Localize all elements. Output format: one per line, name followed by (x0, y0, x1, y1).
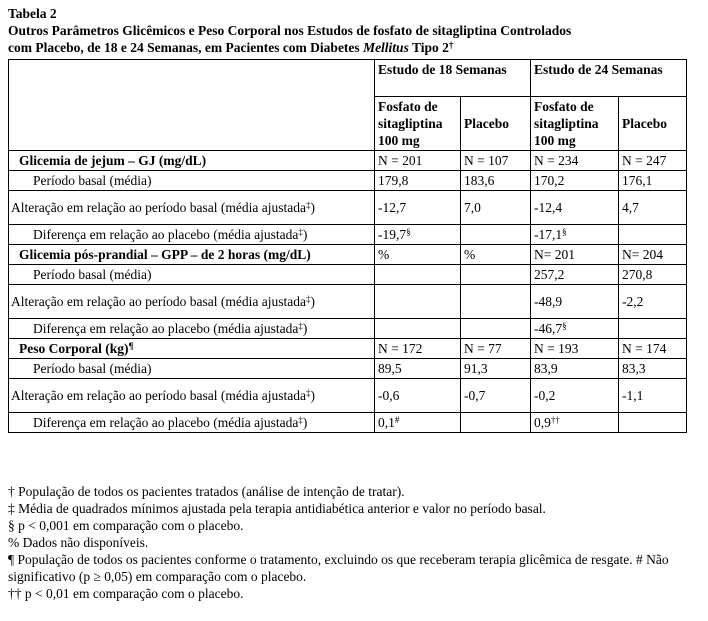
value-cell-c3 (531, 379, 619, 413)
value-cell-c2 (461, 339, 531, 359)
row-label (9, 285, 375, 319)
row-label-text: Diferença em relação ao placebo (média ajustada (33, 321, 299, 336)
value-text: -48,9 (534, 294, 563, 309)
value-cell-c2 (461, 359, 531, 379)
row-label-text: Período basal (média) (33, 267, 152, 282)
value-cell-c3 (531, 245, 619, 265)
value-cell-c4 (619, 191, 687, 225)
row-label-close: ) (310, 200, 315, 215)
row-label (9, 151, 375, 171)
value-cell-c3 (531, 319, 619, 339)
value-cell-c4 (619, 225, 687, 245)
value-cell-c2 (461, 413, 531, 433)
footnotes (8, 483, 698, 602)
value-cell-c1 (375, 225, 461, 245)
value-footnote-mark: § (562, 321, 567, 331)
value-cell-c4 (619, 151, 687, 171)
row-label-close: ) (310, 294, 315, 309)
value-cell-c2 (461, 151, 531, 171)
value-cell-c4 (619, 379, 687, 413)
table-row (9, 319, 687, 339)
row-label-text: Alteração em relação ao período basal (média ajustada (11, 294, 306, 309)
value-text: 89,5 (378, 361, 402, 376)
value-text: N = 107 (464, 153, 509, 168)
row-label-text: Glicemia de jejum – GJ (mg/dL) (19, 153, 207, 168)
value-text: N = 172 (378, 341, 423, 356)
footnote: ‡ Média de quadrados mínimos ajustada pela terapia antidiabética anterior e valor no período basal. (8, 501, 546, 516)
value-cell-c4 (619, 285, 687, 319)
value-cell-c2 (461, 191, 531, 225)
value-text: 257,2 (534, 267, 565, 282)
value-footnote-mark: †† (550, 415, 560, 425)
value-text: -0,6 (378, 388, 400, 403)
value-cell-c1 (375, 285, 461, 319)
value-text: 176,1 (622, 173, 653, 188)
table-row (9, 191, 687, 225)
table-row (9, 225, 687, 245)
row-label-close: ) (302, 321, 308, 336)
value-text: N= 201 (534, 247, 575, 262)
row-label (9, 413, 375, 433)
row-label (9, 265, 375, 285)
value-text: -12,7 (378, 200, 407, 215)
row-label-footnote-mark: ‡ (298, 227, 303, 237)
table-row (9, 379, 687, 413)
value-text: 4,7 (622, 200, 639, 215)
value-text: -2,2 (622, 294, 644, 309)
value-text: -46,7 (534, 321, 563, 336)
value-cell-c2 (461, 379, 531, 413)
row-label-close: ) (302, 415, 308, 430)
row-label (9, 339, 375, 359)
value-cell-c3 (531, 265, 619, 285)
row-label-footnote-mark: ‡ (305, 388, 311, 398)
value-cell-c4 (619, 339, 687, 359)
footnote: ¶ População de todos os pacientes conforme o tratamento, excluindo os que receberam terapia glicêmica de resgate. # Não significativo (p ≥ 0,05) em comparação com o placebo. (8, 552, 669, 584)
table-row (9, 413, 687, 433)
value-cell-c3 (531, 339, 619, 359)
row-label-text: Alteração em relação ao período basal (média ajustada (11, 388, 306, 403)
row-label (9, 379, 375, 413)
table-row (9, 171, 687, 191)
value-text: 7,0 (464, 200, 481, 215)
value-cell-c3 (531, 413, 619, 433)
footnote: § p < 0,001 em comparação com o placebo. (8, 518, 244, 533)
value-cell-c1 (375, 171, 461, 191)
title-line-3 (8, 39, 704, 56)
header-row-studies (9, 60, 687, 97)
value-cell-c2 (461, 171, 531, 191)
value-cell-c1 (375, 413, 461, 433)
value-cell-c2 (461, 319, 531, 339)
row-label-close: ) (302, 227, 308, 242)
row-label-footnote-mark: ‡ (298, 415, 303, 425)
value-text: N = 174 (622, 341, 667, 356)
value-text: 179,8 (378, 173, 409, 188)
value-text: 270,8 (622, 267, 653, 282)
value-cell-c4 (619, 359, 687, 379)
value-cell-c3 (531, 285, 619, 319)
value-text: 91,3 (464, 361, 488, 376)
value-cell-c3 (531, 191, 619, 225)
title-line-3-end: Tipo 2 (408, 40, 449, 55)
header-study-18: Estudo de 18 Semanas (375, 60, 531, 97)
value-text: 0,9 (534, 415, 551, 430)
row-label-text: Período basal (média) (33, 361, 152, 376)
value-cell-c2 (461, 225, 531, 245)
title-footnote-mark: † (448, 40, 454, 50)
row-label (9, 225, 375, 245)
row-label (9, 359, 375, 379)
value-footnote-mark: § (406, 227, 411, 237)
value-cell-c3 (531, 151, 619, 171)
value-footnote-mark: # (394, 415, 400, 425)
header-arm-placebo-24: Placebo (619, 97, 687, 151)
row-label (9, 191, 375, 225)
value-text: 83,9 (534, 361, 558, 376)
value-text: -17,1 (534, 227, 563, 242)
header-empty-cell (9, 60, 375, 151)
table-row (9, 151, 687, 171)
value-text: -0,2 (534, 388, 556, 403)
value-cell-c2 (461, 265, 531, 285)
row-label (9, 171, 375, 191)
table-row (9, 359, 687, 379)
row-label (9, 319, 375, 339)
value-cell-c1 (375, 359, 461, 379)
value-text: 83,3 (622, 361, 646, 376)
value-cell-c3 (531, 359, 619, 379)
value-cell-c4 (619, 319, 687, 339)
table-body (9, 151, 687, 433)
value-cell-c3 (531, 225, 619, 245)
value-text: N = 234 (534, 153, 579, 168)
value-cell-c1 (375, 245, 461, 265)
value-cell-c1 (375, 339, 461, 359)
footnote: % Dados não disponíveis. (8, 535, 149, 550)
value-cell-c4 (619, 171, 687, 191)
table-row (9, 265, 687, 285)
value-footnote-mark: § (562, 227, 567, 237)
value-text: -1,1 (622, 388, 644, 403)
title-mellitus: Mellitus (363, 40, 409, 55)
row-label-text: Peso Corporal (kg) (19, 341, 129, 356)
row-label-text: Período basal (média) (33, 173, 152, 188)
value-text: -12,4 (534, 200, 563, 215)
footnote: †† p < 0,01 em comparação com o placebo. (8, 586, 244, 601)
table-row (9, 245, 687, 265)
row-label-text: Alteração em relação ao período basal (média ajustada (11, 200, 306, 215)
value-text: -0,7 (464, 388, 486, 403)
table-row (9, 339, 687, 359)
value-text: N = 247 (622, 153, 667, 168)
value-cell-c2 (461, 285, 531, 319)
table-row (9, 285, 687, 319)
value-cell-c2 (461, 245, 531, 265)
row-label-text: Diferença em relação ao placebo (média ajustada (33, 227, 299, 242)
value-cell-c4 (619, 413, 687, 433)
value-text: N= 204 (622, 247, 663, 262)
title-line-2: Outros Parâmetros Glicêmicos e Peso Corporal nos Estudos de fosfato de sitagliptina Controlados (8, 23, 572, 38)
value-text: 170,2 (534, 173, 565, 188)
value-text: 0,1 (378, 415, 395, 430)
row-label-close: ) (310, 388, 315, 403)
header-arm-drug-18: Fosfato de sitagliptina 100 mg (375, 97, 461, 151)
value-text: 183,6 (464, 173, 495, 188)
row-label-footnote-mark: ‡ (305, 200, 311, 210)
value-text: -19,7 (378, 227, 407, 242)
value-cell-c1 (375, 265, 461, 285)
value-cell-c1 (375, 319, 461, 339)
value-text: N = 77 (464, 341, 502, 356)
value-cell-c3 (531, 171, 619, 191)
value-cell-c4 (619, 245, 687, 265)
row-label-footnote-mark: ‡ (305, 294, 311, 304)
value-text: % (378, 247, 390, 262)
row-label-text: Diferença em relação ao placebo (média ajustada (33, 415, 299, 430)
results-table (8, 59, 687, 433)
footnote: † População de todos os pacientes tratados (análise de intenção de tratar). (8, 484, 405, 499)
value-text: N = 193 (534, 341, 579, 356)
title-line-3-text: com Placebo, de 18 e 24 Semanas, em Pacientes com Diabetes (8, 40, 364, 55)
value-cell-c1 (375, 379, 461, 413)
header-study-24: Estudo de 24 Semanas (531, 60, 687, 97)
table-title (8, 5, 704, 56)
title-line-1: Tabela 2 (8, 6, 57, 21)
row-label-footnote-mark: ¶ (128, 341, 134, 351)
value-text: N = 201 (378, 153, 423, 168)
header-arm-drug-24: Fosfato de sitagliptina 100 mg (531, 97, 619, 151)
value-cell-c4 (619, 265, 687, 285)
row-label-footnote-mark: ‡ (298, 321, 303, 331)
value-cell-c1 (375, 191, 461, 225)
value-text: % (464, 247, 476, 262)
value-cell-c1 (375, 151, 461, 171)
header-arm-placebo-18: Placebo (461, 97, 531, 151)
row-label-text: Glicemia pós-prandial – GPP – de 2 horas (mg/dL) (19, 247, 311, 262)
row-label (9, 245, 375, 265)
